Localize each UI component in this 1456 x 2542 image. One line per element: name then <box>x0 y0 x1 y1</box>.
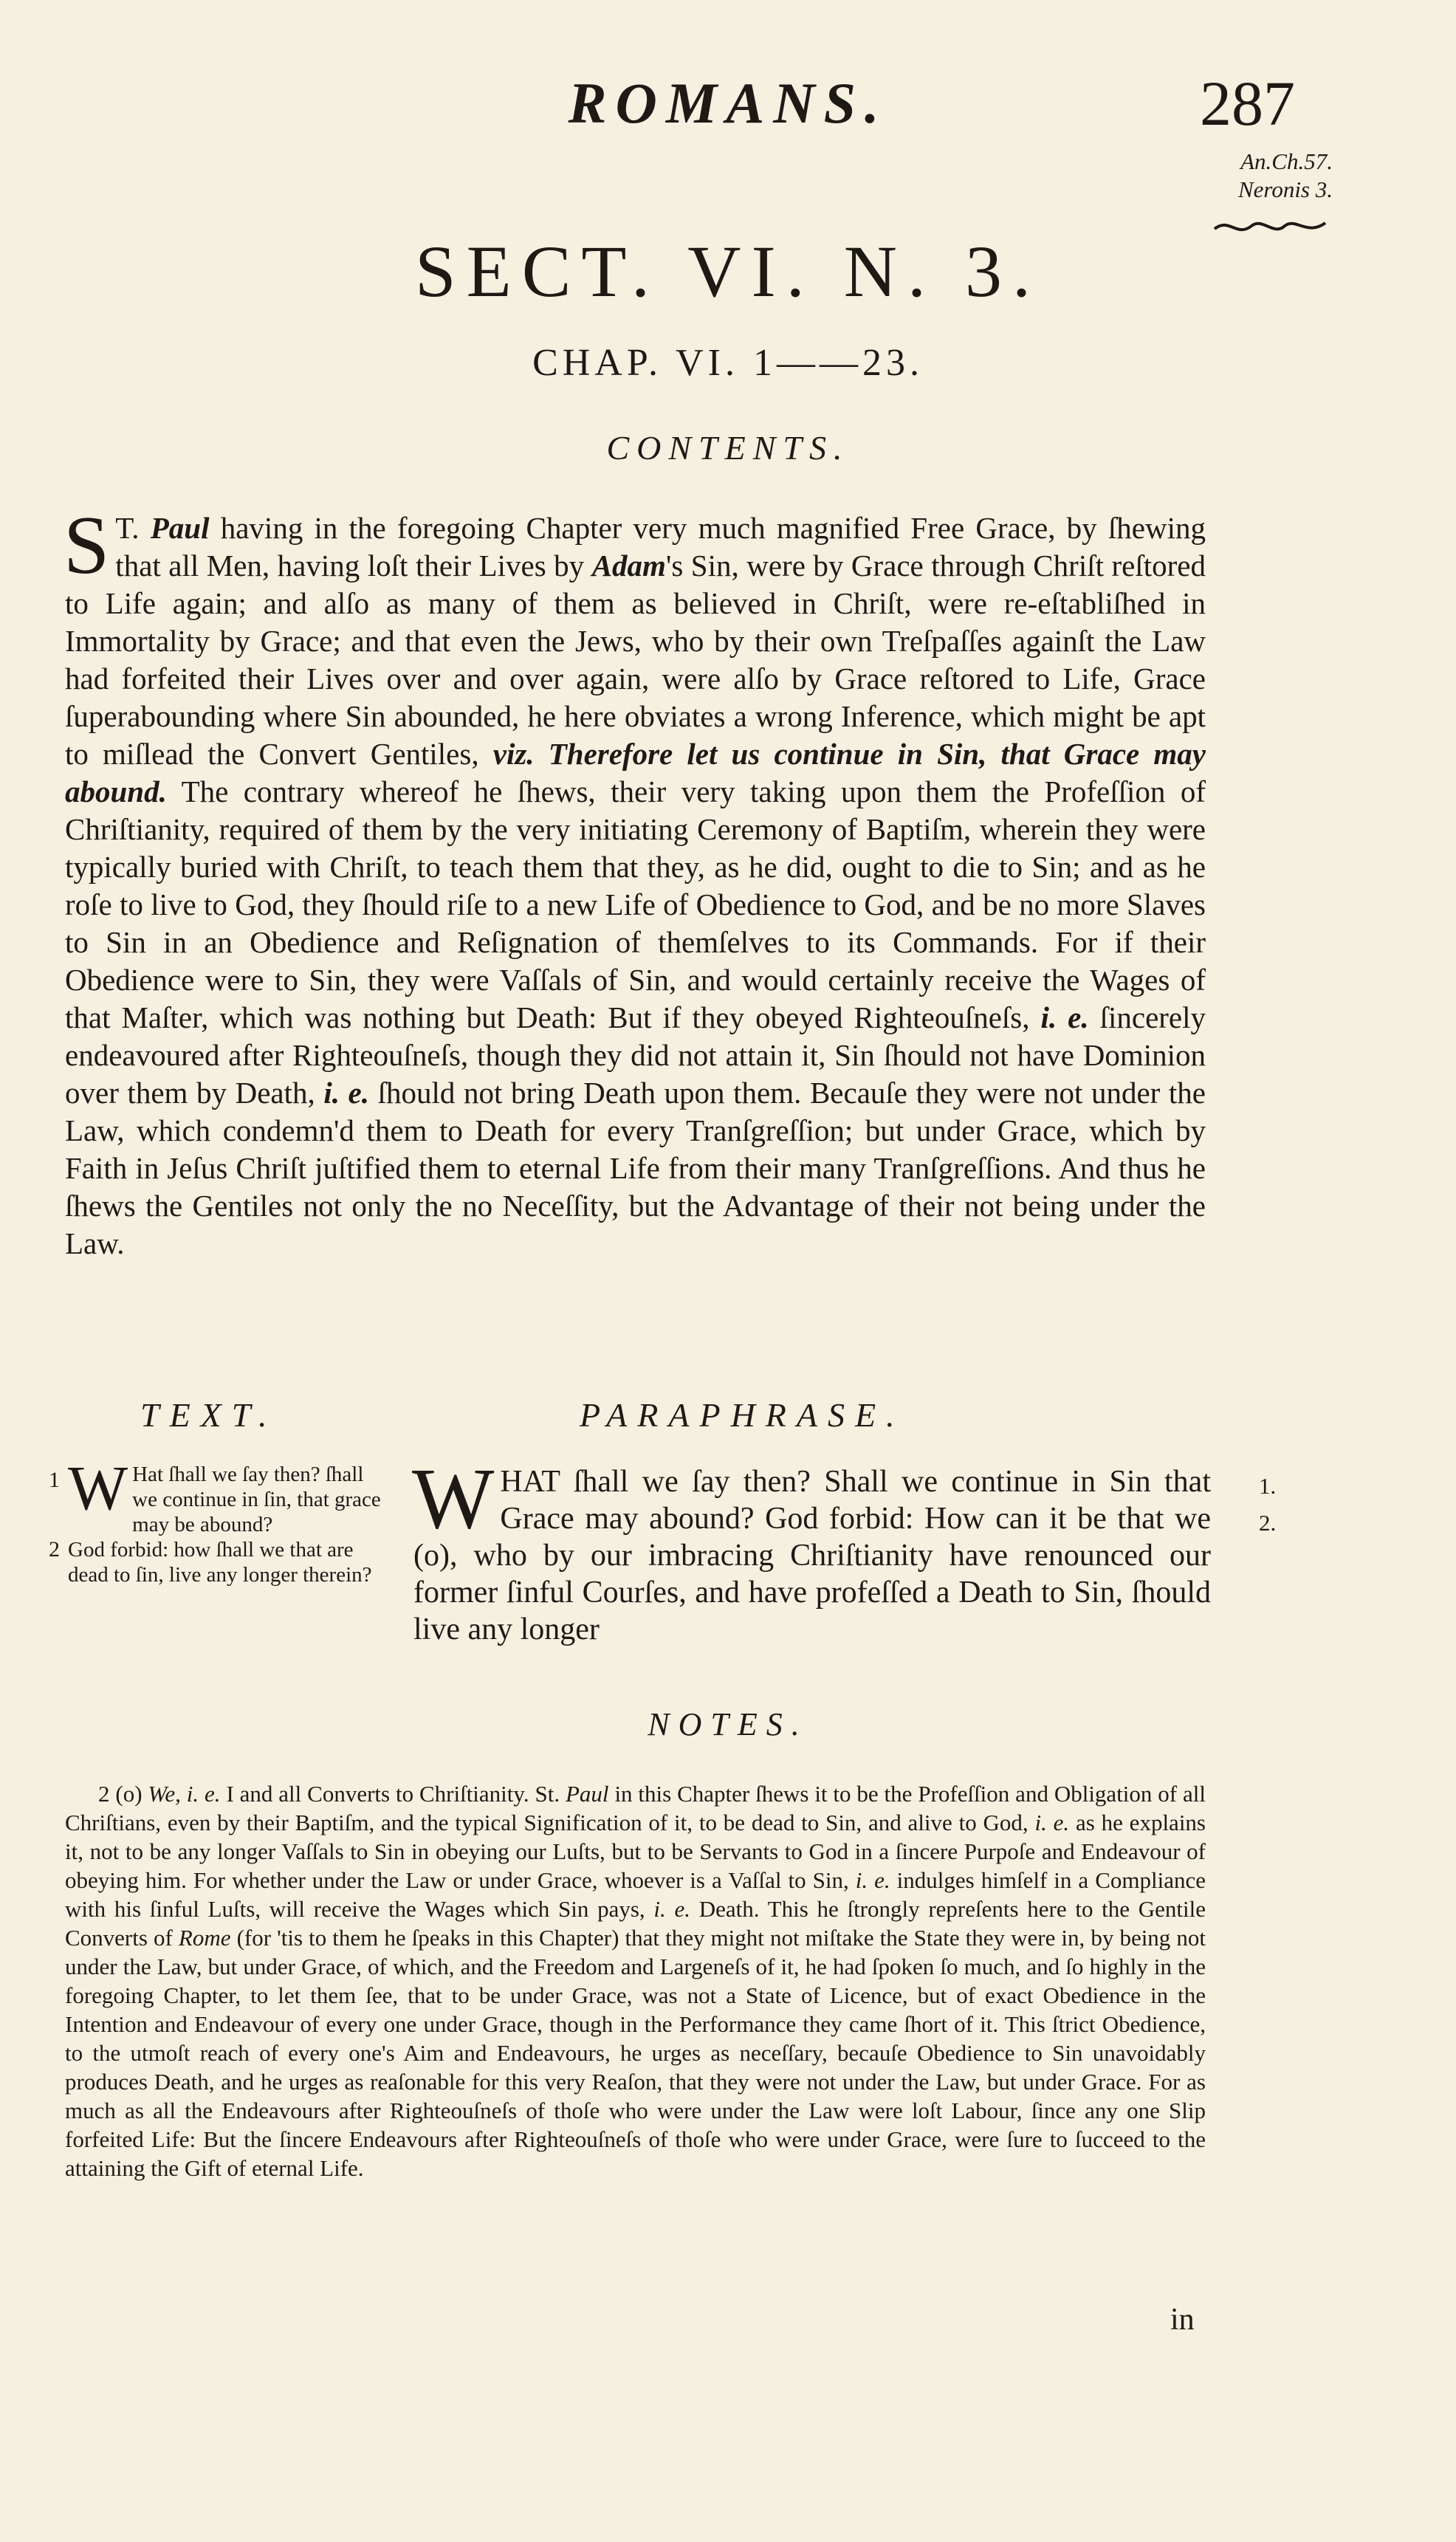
page-number: 287 <box>1200 68 1295 139</box>
paraphrase-column-heading: PARAPHRASE. <box>580 1396 905 1434</box>
contents-paragraph: S T. Paul having in the foregoing Chapter very much magnified Free Grace, by ſhewing that all Men, having loſt their Lives by Adam's Sin, were by Grace through Chriſt reſtored to Life again; and alſo as many of them as believed in Chriſt, were re-eſtabliſhed in Immortality by Grace; and that even the Jews, who by their own Treſpaſſes againſt the Law had forfeited their Lives over and over again, were alſo by Grace reſtored to Life, Grace ſuperabounding where Sin abounded, he here obviates a wrong Inference, which might be apt to miſlead the Convert Gentiles, viz. Therefore let us continue in Sin, that Grace may abound. The contrary whereof he ſhews, their very taking upon them the Profeſſion of Chriſtianity, required of them by the very initiating Ceremony of Baptiſm, wherein they were typically buried with Chriſt, to teach them that they, as he did, ought to die to Sin; and as he roſe to live to God, they ſhould riſe to a new Life of Obedience to God, and be no more Slaves to Sin in an Obedience and Reſignation of themſelves to its Commands. For if their Obedience were to Sin, they were Vaſſals of Sin, and would certainly receive the Wages of that Maſter, which was nothing but Death: But if they obeyed Righteouſneſs, i. e. ſincerely endeavoured after Righteouſneſs, though they did not attain it, Sin ſhould not have Dominion over them by Death, i. e. ſhould not bring Death upon them. Becauſe they were not under the Law, which condemn'd them to Death for every Tranſgreſſion; but under Grace, which by Faith in Jeſus Chriſt juſtified them to eternal Life from their many Tranſgreſſions. And thus he ſhews the Gentiles not only the no Neceſſity, but the Advantage of their not being under the Law. <box>63 500 1206 1260</box>
verse-1: 1 W Hat ſhall we ſay then? ſhall we continue in ſin, that grace may be abound? <box>49 1452 381 1536</box>
paraphrase-verse-marker: 1. <box>1259 1473 1277 1499</box>
contents-heading: CONTENTS. <box>606 429 850 467</box>
verse-number: 1 <box>49 1468 60 1492</box>
catchword: in <box>1170 2303 1195 2337</box>
margin-date <box>1189 148 1333 204</box>
section-heading: SECT. VI. N. 3. <box>415 230 1041 312</box>
notes-heading: NOTES. <box>648 1706 808 1742</box>
drop-cap: S <box>63 500 110 591</box>
text-column-heading: TEXT. <box>140 1396 278 1434</box>
drop-cap: W <box>68 1452 128 1523</box>
notes-paragraph: 2 (o) We, i. e. I and all Converts to Chriſtianity. St. Paul in this Chapter ſhews it to be the Profeſſion and Obligation of all Chriſtians, even by their Baptiſm, and the typical Signification of it, to be dead to Sin, and alive to God, i. e. as he explains it, not to be any longer Vaſſals to Sin in obeying our Luſts, but to be Servants to God in a ſincere Purpoſe and Endeavour of obeying him. For whether under the Law or under Grace, whoever is a Vaſſal to Sin, i. e. indulges himſelf in a Compliance with his ſinful Luſts, will receive the Wages which Sin pays, i. e. Death. This he ſtrongly repreſents here to the Gentile Converts of Rome (for 'tis to them he ſpeaks in this Chapter) that they might not miſtake the State they were in, by being not under the Law, but under Grace, of which, and the Freedom and Largeneſs of it, he had ſpoken ſo much, and ſo highly in the foregoing Chapter, to let them ſee, that to be under Grace, was not a State of Licence, but of exact Obedience in the Intention and Endeavour of every one under Grace, though in the Performance they came ſhort of it. This ſtrict Obedience, to the utmoſt reach of every one's Aim and Endeavours, he urges as neceſſary, becauſe Obedience to Sin unavoidably produces Death, and he urges as reaſonable for this very Reaſon, that they were not under the Law, but under Grace. For as much as all the Endeavours after Righteouſneſs of thoſe who were under the Law were loſt Labour, ſince any one Slip forfeited Life: But the ſincere Endeavours after Righteouſneſs of thoſe who were under Grace, were ſure to ſucceed to the attaining the Gift of eternal Life. <box>65 1781 1206 2181</box>
paraphrase-column: WHAT ſhall we ſay then? Shall we continue in Sin that Grace may abound? God forbid: How can it be that we (o), who by our imbracing Chriſtianity have renounced our former ſinful Courſes, and have profeſſed a Death to Sin, ſhould live any longer <box>412 1450 1211 1646</box>
chapter-heading: CHAP. VI. 1——23. <box>532 342 924 384</box>
running-title: ROMANS. <box>568 71 888 135</box>
paraphrase-verse-marker: 2. <box>1259 1510 1277 1536</box>
margin-date-year: An.Ch.57. <box>1240 148 1333 174</box>
verse-2: 2 God forbid: how ſhall we that are dead to ſin, live any longer therein? <box>49 1537 372 1587</box>
text-column <box>49 1452 391 1587</box>
margin-date-reign: Neronis 3. <box>1237 176 1333 202</box>
verse-number: 2 <box>49 1537 60 1562</box>
drop-cap: W <box>412 1450 495 1547</box>
